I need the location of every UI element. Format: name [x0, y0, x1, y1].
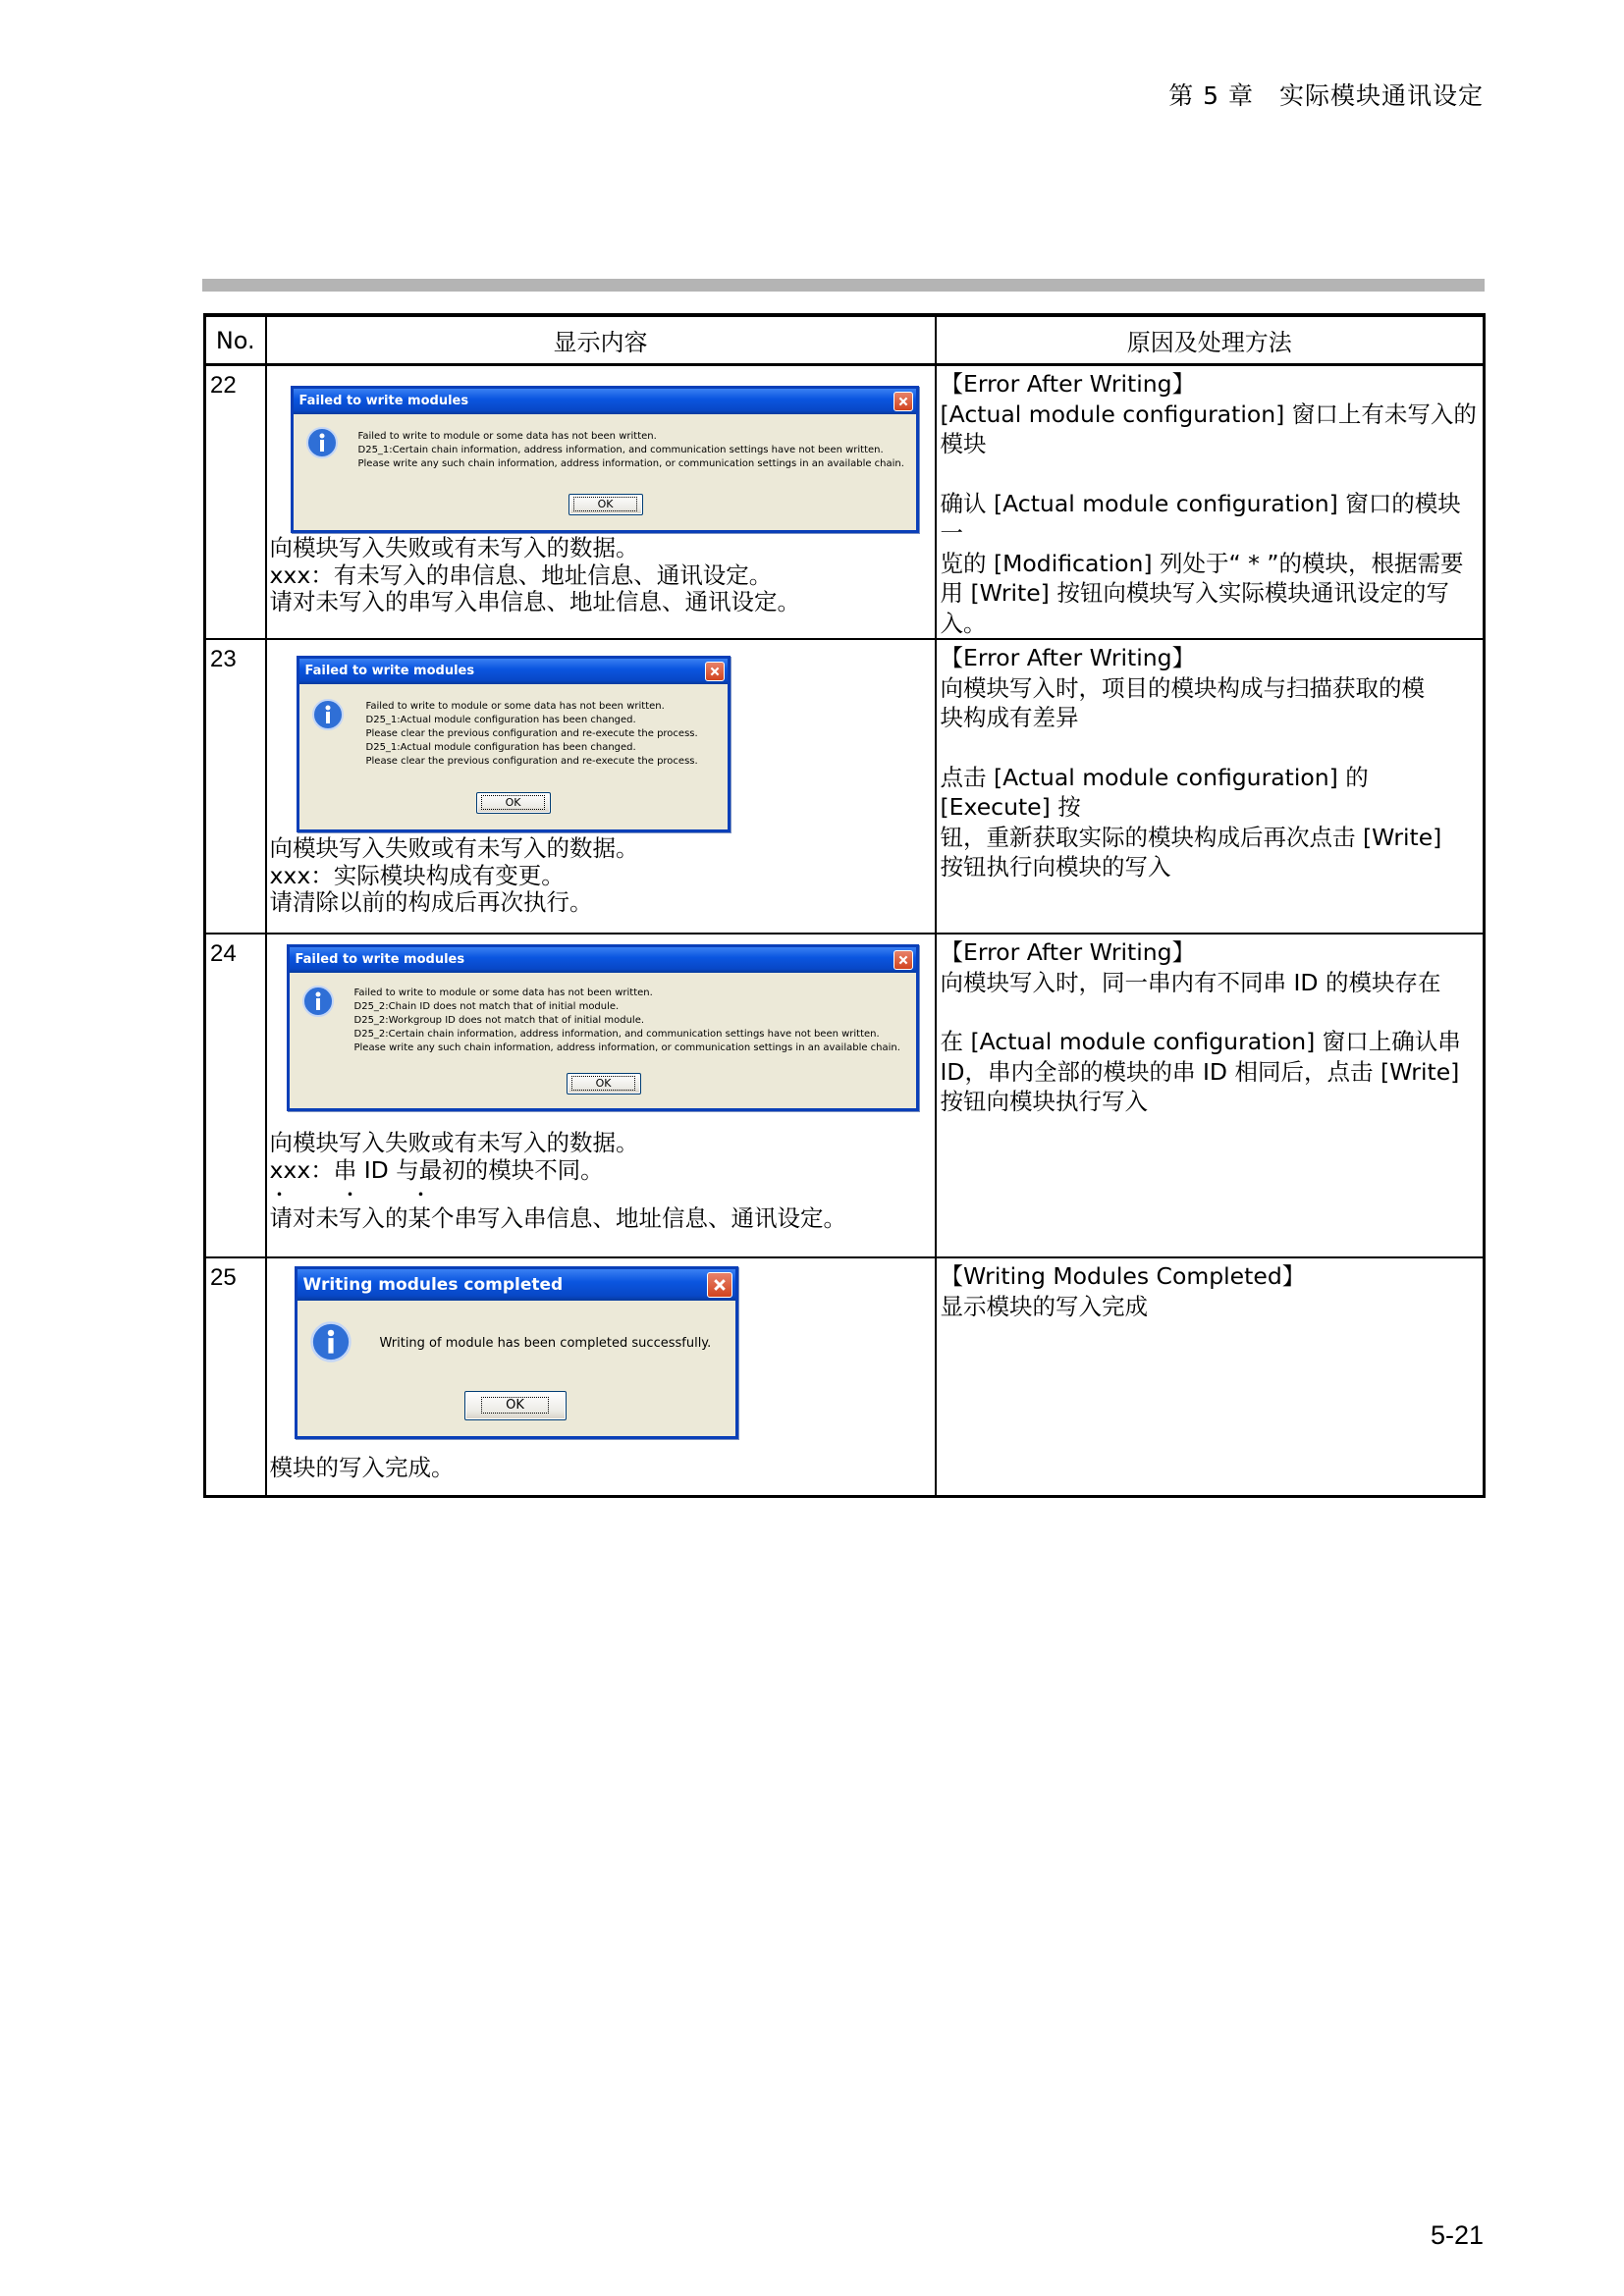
- ok-button[interactable]: OK: [568, 494, 643, 515]
- error-dialog: [291, 386, 919, 533]
- table-row: [205, 1257, 1485, 1496]
- close-icon[interactable]: [705, 662, 725, 681]
- error-dialog: [287, 944, 919, 1111]
- dialog-message: Failed to write to module or some data has not been written. D25_1:Actual module configuration has been changed. Please clear the previous configuration and re-execute the process. D25_1:Actual module configuration has been changed. Please clear the previous configuration and re-execute the process.: [365, 701, 698, 767]
- cause-title: 【Error After Writing】: [940, 938, 1196, 966]
- cause-cell: 【Writing Modules Completed】 显示模块的写入完成: [936, 1257, 1485, 1496]
- display-caption: 向模块写入失败或有未写入的数据。 xxx：实际模块构成有变更。 请清除以前的构成后再次执行。: [269, 834, 639, 916]
- dialog-message: Writing of module has been completed successfully.: [379, 1336, 712, 1351]
- header-no: No.: [205, 315, 266, 365]
- display-caption: 模块的写入完成。: [269, 1454, 455, 1481]
- header-cause: 原因及处理方法: [936, 315, 1485, 365]
- page-number: 5-21: [1430, 2220, 1484, 2250]
- display-cell: [266, 365, 936, 640]
- info-dialog: [295, 1266, 738, 1439]
- table-row: [205, 639, 1485, 934]
- ok-button[interactable]: OK: [567, 1073, 641, 1095]
- header-display: 显示内容: [266, 315, 936, 365]
- dialog-title-bar: [290, 947, 916, 973]
- error-dialog: [297, 656, 731, 832]
- info-icon: [311, 698, 345, 731]
- table-header-row: [205, 315, 1485, 365]
- dialog-title-bar: [294, 389, 916, 414]
- cause-cell: 【Error After Writing】 [Actual module configuration] 窗口上有未写入的 模块 确认 [Actual module configuration] 窗口的模块一 览的 [Modification] 列处于“ * ”的模块，根据需要 用 [Write] 按钮向模块写入实际模块通讯设定的写 入。: [936, 365, 1485, 640]
- row-number: 23: [205, 639, 266, 934]
- section-divider-bar: [202, 279, 1485, 292]
- error-message-table: [203, 313, 1486, 1498]
- dialog-title-bar: [299, 659, 728, 684]
- display-cell: [266, 934, 936, 1257]
- cause-title: 【Error After Writing】: [940, 370, 1196, 398]
- close-icon[interactable]: [893, 950, 913, 970]
- info-icon: [309, 1320, 352, 1363]
- display-cell: [266, 639, 936, 934]
- row-number: 25: [205, 1257, 266, 1496]
- dialog-message: Failed to write to module or some data has not been written. D25_2:Chain ID does not match that of initial module. D25_2:Workgroup ID does not match that of initial module. D25_2:Certain chain information, address information, and communication settings have not been written. Please write any such chain information, address information, or communication settings in an available chain.: [353, 988, 900, 1053]
- table-row: [205, 365, 1485, 640]
- display-caption: 向模块写入失败或有未写入的数据。 xxx：串 ID 与最初的模块不同。 ・ ・ ・ 请对未写入的某个串写入串信息、地址信息、通讯设定。: [269, 1129, 846, 1232]
- dialog-title: Failed to write modules: [304, 664, 475, 678]
- dialog-title: Failed to write modules: [295, 952, 465, 967]
- info-icon: [301, 985, 335, 1018]
- ok-button[interactable]: OK: [476, 792, 551, 814]
- cause-cell: 【Error After Writing】 向模块写入时，项目的模块构成与扫描获取的模 块构成有差异 点击 [Actual module configuration] 的 [Execute] 按 钮，重新获取实际的模块构成后再次点击 [Write] 按钮执行向模块的写入: [936, 639, 1485, 934]
- cause-cell: 【Error After Writing】 向模块写入时，同一串内有不同串 ID 的模块存在 在 [Actual module configuration] 窗口上确认串 ID，串内全部的模块的串 ID 相同后，点击 [Write] 按钮向模块执行写入: [936, 934, 1485, 1257]
- dialog-title: Writing modules completed: [302, 1275, 564, 1295]
- display-caption: 向模块写入失败或有未写入的数据。 xxx：有未写入的串信息、地址信息、通讯设定。 请对未写入的串写入串信息、地址信息、通讯设定。: [269, 534, 800, 615]
- cause-title: 【Error After Writing】: [940, 644, 1196, 671]
- chapter-header: 第 5 章 实际模块通讯设定: [1168, 81, 1484, 110]
- dialog-title-bar: [298, 1269, 735, 1301]
- close-icon[interactable]: [893, 392, 913, 411]
- dialog-message: Failed to write to module or some data has not been written. D25_1:Certain chain information, address information, and communication settings have not been written. Please write any such chain information, address information, or communication settings in an available chain.: [357, 431, 904, 469]
- cause-title: 【Writing Modules Completed】: [940, 1262, 1306, 1290]
- row-number: 22: [205, 365, 266, 640]
- table-row: [205, 934, 1485, 1257]
- close-icon[interactable]: [707, 1272, 732, 1298]
- display-cell: [266, 1257, 936, 1496]
- row-number: 24: [205, 934, 266, 1257]
- ok-button[interactable]: OK: [464, 1391, 567, 1420]
- info-icon: [305, 426, 339, 459]
- dialog-title: Failed to write modules: [298, 394, 469, 408]
